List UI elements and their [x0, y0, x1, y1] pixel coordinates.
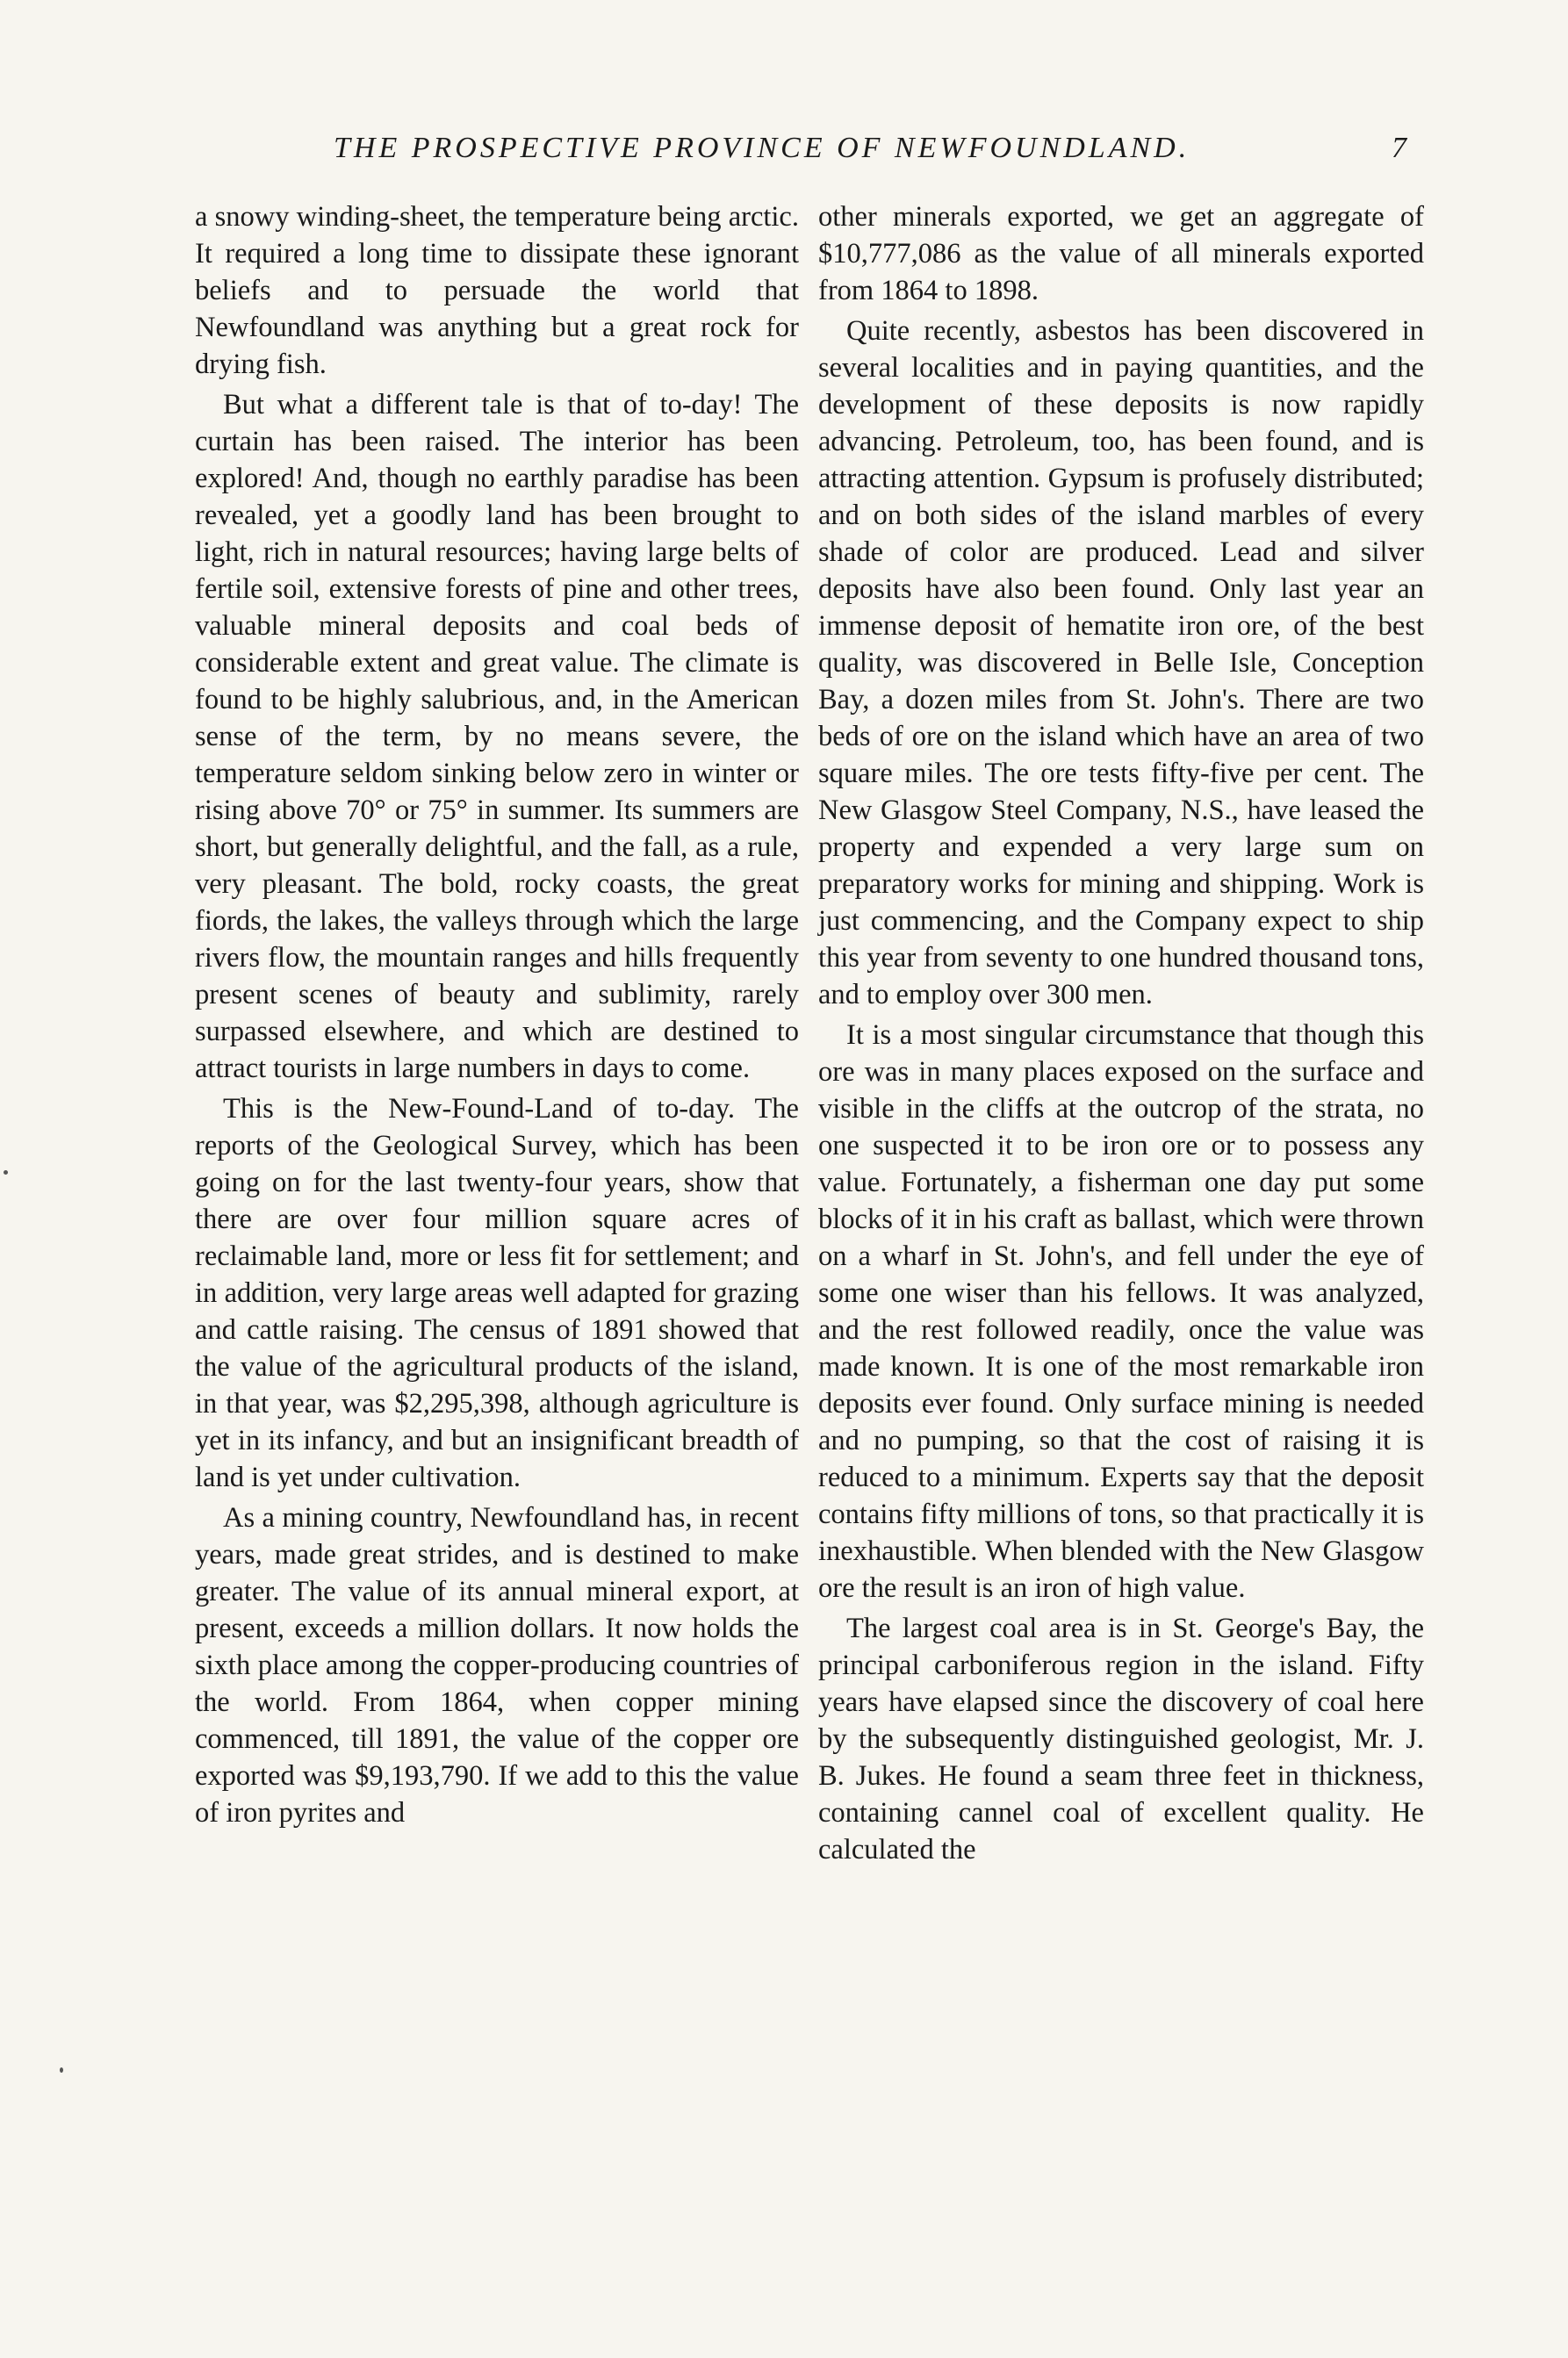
right-column — [818, 198, 1424, 1868]
paragraph: It is a most singular circumstance that though this ore was in many places exposed on the surface and visible in the cliffs at the outcrop of the strata, no one suspected it to be iron ore or to possess any value. Fortunately, a fisherman one day put some blocks of it in his craft as ballast, which were thrown on a wharf in St. John's, and fell under the eye of some one wiser than his fellows. It was analyzed, and the rest followed readily, once the value was made known. It is one of the most remarkable iron deposits ever found. Only surface mining is needed and no pumping, so that the cost of raising it is reduced to a minimum. Experts say that the deposit contains fifty millions of tons, so that practically it is inexhaustible. When blended with the New Glasgow ore the result is an iron of high value. — [818, 1019, 1424, 1604]
page-number: 7 — [1392, 132, 1406, 164]
ink-speck — [60, 2067, 63, 2073]
left-column — [195, 198, 799, 1831]
paragraph: a snowy winding-sheet, the temperature being arctic. It required a long time to dissipate these ignorant beliefs and to persuade the world that Newfoundland was anything but a great rock for drying fish. — [195, 201, 799, 380]
paragraph: This is the New-Found-Land of to-day. The reports of the Geological Survey, which has been going on for the last twenty-four years, show that there are over four million square acres of reclaimable land, more or less fit for settlement; and in addition, very large areas well adapted for grazing and cattle raising. The census of 1891 showed that the value of the agricultural products of the island, in that year, was $2,295,398, although agriculture is yet in its infancy, and but an insignificant breadth of land is yet under cultivation. — [195, 1093, 799, 1493]
paragraph: other minerals exported, we get an aggregate of $10,777,086 as the value of all minerals exported from 1864 to 1898. — [818, 201, 1424, 306]
ink-speck — [4, 1170, 8, 1175]
paragraph: The largest coal area is in St. George's Bay, the principal carboniferous region in the island. Fifty years have elapsed since the discovery of coal here by the subsequently distinguished geologist, Mr. J. B. Jukes. He found a seam three feet in thickness, containing cannel coal of excellent quality. He calculated the — [818, 1613, 1424, 1866]
paragraph: But what a different tale is that of to-day! The curtain has been raised. The interior has been explored! And, though no earthly paradise has been revealed, yet a goodly land has been brought to light, rich in natural resources; having large belts of fertile soil, extensive forests of pine and other trees, valuable mineral deposits and coal beds of considerable extent and great value. The climate is found to be highly salubrious, and, in the American sense of the term, by no means severe, the temperature seldom sinking below zero in winter or rising above 70° or 75° in summer. Its summers are short, but generally delightful, and the fall, as a rule, very pleasant. The bold, rocky coasts, the great fiords, the lakes, the valleys through which the large rivers flow, the mountain ranges and hills frequently present scenes of beauty and sublimity, rarely surpassed elsewhere, and which are destined to attract tourists in large numbers in days to come. — [195, 389, 799, 1084]
running-head: THE PROSPECTIVE PROVINCE OF NEWFOUNDLAND. — [334, 132, 1190, 164]
paragraph: Quite recently, asbestos has been discovered in several localities and in paying quantities, and the development of these deposits is now rapidly advancing. Petroleum, too, has been found, and is attracting attention. Gypsum is profusely distributed; and on both sides of the island marbles of every shade of color are produced. Lead and silver deposits have also been found. Only last year an immense deposit of hematite iron ore, of the best quality, was discovered in Belle Isle, Conception Bay, a dozen miles from St. John's. There are two beds of ore on the island which have an area of two square miles. The ore tests fifty-five per cent. The New Glasgow Steel Company, N.S., have leased the property and expended a very large sum on preparatory works for mining and shipping. Work is just commencing, and the Company expect to ship this year from seventy to one hundred thousand tons, and to employ over 300 men. — [818, 315, 1424, 1010]
paragraph: As a mining country, Newfoundland has, in recent years, made great strides, and is destined to make greater. The value of its annual mineral export, at present, exceeds a million dollars. It now holds the sixth place among the copper-producing countries of the world. From 1864, when copper mining commenced, till 1891, the value of the copper ore exported was $9,193,790. If we add to this the value of iron pyrites and — [195, 1502, 799, 1829]
